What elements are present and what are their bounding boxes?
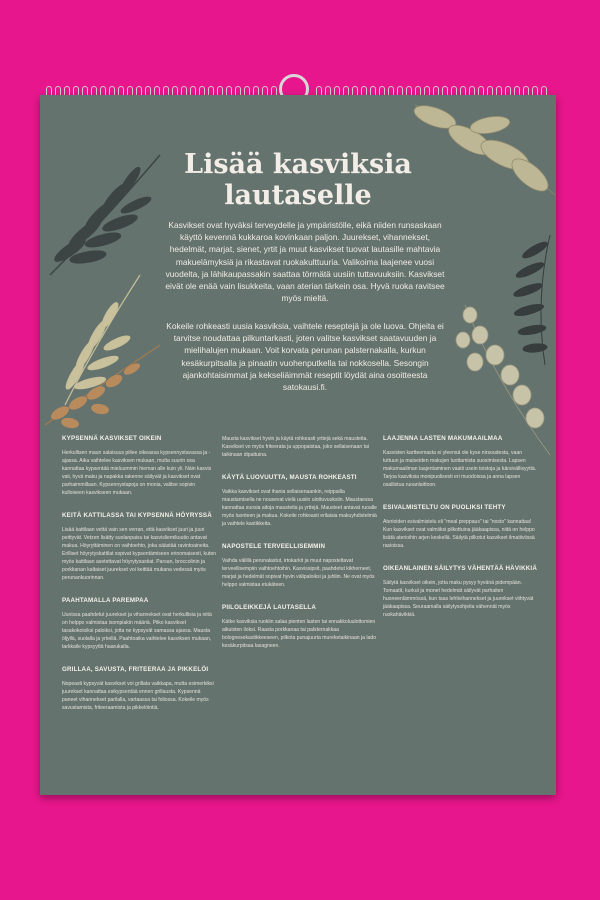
- intro-paragraph-2: Kokeile rohkeasti uusia kasviksia, vaihtele reseptejä ja ole luova. Ohjeita ei tarvitse noudattaa pilkuntarkasti, joten valitse kasvikset saatavuuden ja mielihalujen mukaan. Voit korvata perunan palsternakalla, kurkun kesäkurpitsalla ja pinaatin vuohenputkella tai nokkosella. Sesongin ajankohtaisimmat ja kekseliäimmät reseptit löydät aina osoitteesta satokausi.fi.: [166, 321, 444, 393]
- section-heading: NAPOSTELE TERVEELLISEMMIN: [222, 543, 326, 550]
- section-body: Kasvisten kartteemasta ei yleensä ole kyse nirsoudesta, vaan tuttuun ja maiseiden makujen luottamista suosimisesta. Lapsen makumaailman laajentaminen vaatii usein toistoja ja kärsivällisyyttä. Tarjoa kasviksia monipuolisesti eri muodoissa ja anna lapsen osallistua ruoanlaittoon.: [383, 450, 537, 488]
- section-heading: PIILOLEIKKEJÄ LAUTASELLA: [222, 604, 317, 611]
- section-body: Herkullisen maun salaisuus piilee oikeassa kypsennystavassa ja -ajassa. Aika vaihtelee kasviksen mukaan, mutta suurin osa kannattaa kypsentää mieluummin hieman alle kuin yli. Näin kasvis vaii, hyvä maku ja napakka rakenne säilyvät ja kasvikset ovat parhaimmillaan. Kypsennystapoja on monia, valitse sopivin kulloiseen kasvikseen mukaan.: [62, 450, 212, 496]
- dried-flower-icon: [40, 325, 170, 435]
- section-body: Aterioiden esivalmistelu eli "meal preppaus" tai "nosto" kannattaa! Kun kasvikset ovat valmiiksi pilkottuina jääkaapissa, niitä on helppo lisätä aterioihin arjen keskellä. Säilytä pilkotut kasvikset ilmatiiviissä rasioissa.: [383, 519, 535, 549]
- section-body: Lisää kattilaan vettä vain sen verran, että kasvikset juuri ja juuri peittyvät. Vetzen lisätty suolanpaisu tai kasvisliemikuutio antavat makua. Höyryttäminen on vaihtoehto, joka säästää ravintoaineita. Erilliset höyrytyskattilat sopivat kypsentämiseen erinomaisesti, kuten myös kattilaan asetettavat höyrytysastiat. Parsan, broccolinin ja porkkanan kaltaiset juurekset voi keittää mukana vedessä myös perunankuorinnan.: [62, 527, 217, 581]
- text-column-2: [222, 435, 377, 665]
- section-heading: LAAJENNA LASTEN MAKUMAAILMAA: [383, 435, 503, 442]
- section-body: Säilytä kasvikset oikein, jotta maku pysyy hyvänä pidempään. Tomaatit, kurkut ja monet hedelmät säilyvät parhaiten huoneenlämmössä, kun taas lehtivihannekset ja juurekset viihtyvät jääkaapissa. Seuraamalla säilytysohjeita vähennät myös ruokahävikkiä.: [383, 580, 534, 618]
- section-body: Vaikka kasvikset ovat ihania sellaisenaankin, reippailla maustamisella ne nousevat vielä uusiin ulottuvuuksiin. Maustaessa kannattaa suosia aitoja mausteita ja yrttejä. Mausteet antavat ruoalle myös luonteen ja makua. Kokeile rohkeasti erilaisia makuyhdistelmiä ja vaihtele kastikkeita.: [222, 489, 377, 527]
- text-column-1: [62, 435, 217, 727]
- section-body: Vaihda välillä perunalastut, irtokarkit ja muut naposteltavat terveellisempiin vaihtoehtoihin. Kasvissipsit, paahdetut kikherneet, marjat ja hedelmät sopivat hyvin välipaloiksi ja juhliin. Ne ovat myös helppo valmistaa etukäteen.: [222, 558, 375, 588]
- page-title-line-1: Lisää kasviksia: [184, 149, 412, 180]
- section-body: Mausta kasvikset hyvin ja käytä rohkeasti yrttejä sekä mausteita. Kasvikset vo myös friteerata ja uppopaistaa, joko sellaisenaan tai taikinaan dipattuina.: [222, 436, 369, 458]
- page-title: [40, 149, 556, 211]
- text-column-3: [383, 435, 538, 634]
- calendar-page: [40, 95, 556, 795]
- section-heading: PAAHTAMALLA PAREMPAA: [62, 597, 149, 604]
- section-body: Kätke kasviksia ruokiin salaa pienten lasten tai ennakkoluulottomien aikuisten iloksi. Raasta porkkanaa tai palsternakkaa bolognesekastikkeeseen, pilkota punajuurta mureketaikinaan ja lado kesäkurpitsaa lasagneen.: [222, 619, 377, 649]
- section-heading: ESIVALMISTELTU ON PUOLIKSI TEHTY: [383, 504, 506, 511]
- page-title-line-2: lautaselle: [224, 180, 372, 211]
- section-heading: KÄYTÄ LUOVUUTTA, MAUSTA ROHKEASTI: [222, 474, 357, 481]
- section-heading: KEITÄ KATTILASSA TAI KYPSENNÄ HÖYRYSSÄ: [62, 512, 212, 519]
- intro-paragraph-1: Kasvikset ovat hyväksi terveydelle ja ympäristölle, eikä niiden runsaskaan käyttö kevennä kukkaroa kovinkaan paljon. Juurekset, vihannekset, hedelmät, marjat, sienet, yrtit ja muut kasvikset tuovat lautasille mahtavia makuelämyksiä ja rikastavat ruokakulttuuria. Valikoima laajenee vuosi vuodelta, ja lähikaupassakin saattaa törmätä uusiin tuttavuuksiin. Kasvikset eivät ole enää vain lisukkeita, vaan aterian tärkein osa. Hyvä ruoka ravitsee myös mieltä.: [165, 220, 445, 304]
- section-heading: OIKEANLAINEN SÄILYTYS VÄHENTÄÄ HÄVIKKIÄ: [383, 565, 538, 572]
- section-heading: KYPSENNÄ KASVIKSET OIKEIN: [62, 435, 162, 442]
- section-body: Uunissa paahdetut juurekset ja vihannekset ovat herkullisia ja niitä on helppo valmistaa isompiakin määriä. Pilko kasvikset tasakokoisiksi paloiksi, jotta ne kypsyvät samassa ajassa. Mausta öljyllä, suolalla ja yrteillä. Paahtoaika vaihtelee kasviksen mukaan, tarkkaile kypsyyttä haarukalla.: [62, 612, 212, 650]
- section-heading: GRILLAA, SAVUSTA, FRITEERAA JA PIKKELÖI: [62, 666, 209, 673]
- section-body: Nopeasti kypsyvät kasvikset voi grillata vaikkapa, mutta esimerkiksi juurekset kannattaa esikypsentää ennen grillausta. Kypsennä paneet vihannekset parilalla, vartaassa tai foliossa. Kokeile myös savustamista, friteeraamista ja pikkelöintiä.: [62, 681, 214, 711]
